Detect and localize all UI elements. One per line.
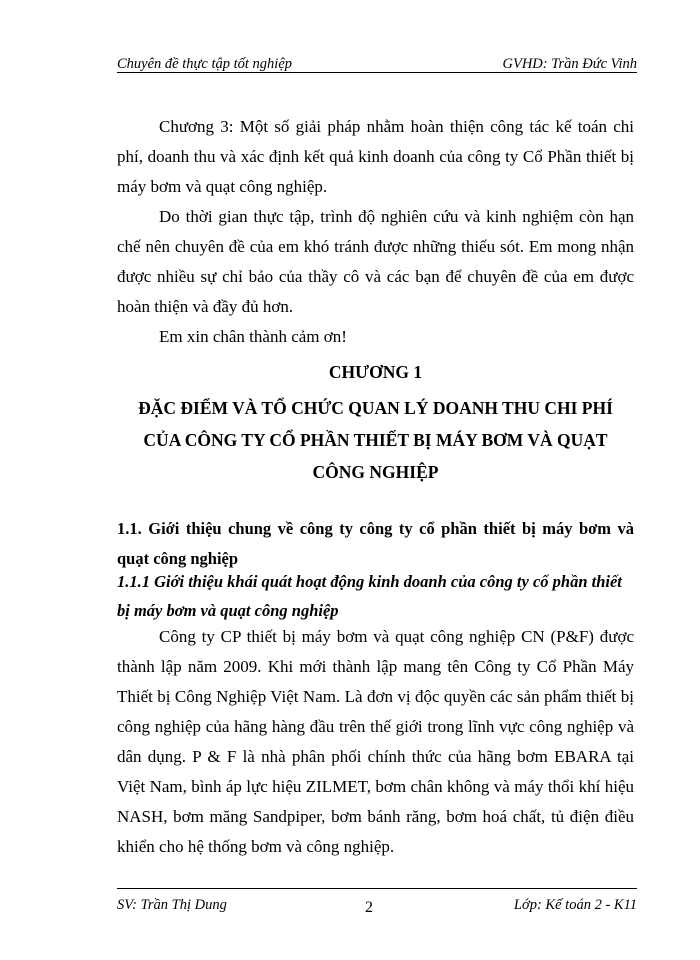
page-header bbox=[117, 50, 637, 73]
intro-paragraph-1: Chương 3: Một số giải pháp nhằm hoàn thiện công tác kế toán chi phí, doanh thu và xác định kết quả kinh doanh của công ty Cổ Phần thiết bị máy bơm và quạt công nghiệp. bbox=[117, 117, 634, 196]
footer-class: Lớp: Kế toán 2 - K11 bbox=[513, 897, 637, 913]
header-right: GVHD: Trần Đức Vinh bbox=[502, 56, 637, 72]
page-footer bbox=[117, 888, 637, 919]
chapter-number: CHƯƠNG 1 bbox=[328, 362, 423, 382]
intro-text bbox=[117, 112, 634, 352]
header-left: Chuyên đề thực tập tốt nghiệp bbox=[117, 56, 293, 72]
chapter-title: ĐẶC ĐIỂM VÀ TỔ CHỨC QUAN LÝ DOANH THU CHI PHÍ CỦA CÔNG TY CỔ PHẦN THIẾT BỊ MÁY BƠM VÀ QUẠT CÔNG NGHIỆP bbox=[138, 398, 613, 482]
page-number: 2 bbox=[365, 899, 373, 916]
footer-student: SV: Trần Thị Dung bbox=[117, 897, 227, 913]
section-title: 1.1. Giới thiệu chung về công ty công ty cổ phần thiết bị máy bơm và quạt công nghiệp bbox=[117, 519, 634, 568]
section-body bbox=[117, 622, 634, 862]
intro-paragraph-2: Do thời gian thực tập, trình độ nghiên cứu và kinh nghiệm còn hạn chế nên chuyên đề của em khó tránh được những thiếu sót. Em mong nhận được nhiều sự chỉ bảo của thầy cô và các bạn để chuyên đề của em được hoàn thiện và đầy đủ hơn. bbox=[117, 207, 634, 316]
intro-paragraph-3: Em xin chân thành cảm ơn! bbox=[159, 327, 347, 346]
section-paragraph: Công ty CP thiết bị máy bơm và quạt công nghiệp CN (P&F) được thành lập năm 2009. Khi mới thành lập mang tên Công ty Cổ Phần Máy Thiết bị Công Nghiệp Việt Nam. Là đơn vị độc quyền các sản phẩm thiết bị công nghiệp của hãng hàng đầu trên thế giới trong lĩnh vực công nghiệp và dân dụng. P & F là nhà phân phối chính thức của hãng bơm EBARA tại Việt Nam, bình áp lực hiệu ZILMET, bơm chân không và máy thổi khí hiệu NASH, bơm măng Sandpiper, bơm bánh răng, bơm hoá chất, tủ điện điều khiển cho hệ thống bơm và công nghiệp. bbox=[117, 627, 634, 856]
subsection-title: 1.1.1 Giới thiệu khái quát hoạt động kinh doanh của công ty cổ phần thiết bị máy bơm và quạt công nghiệp bbox=[117, 572, 622, 620]
